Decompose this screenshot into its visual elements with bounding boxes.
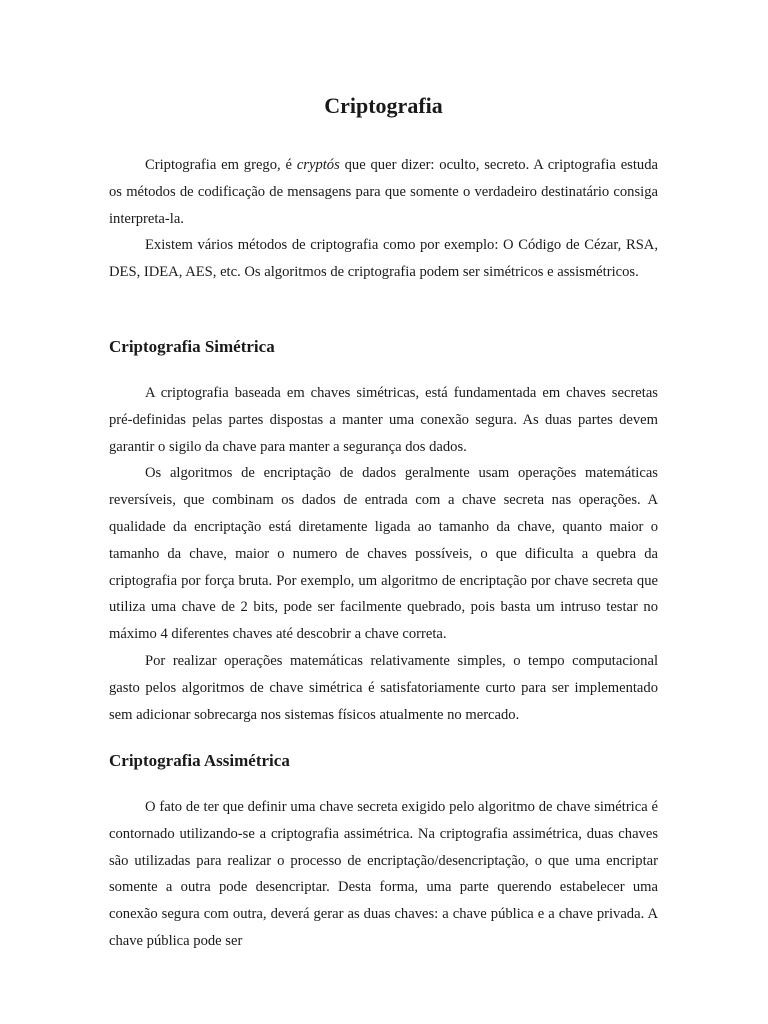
document-title: Criptografia [324, 93, 443, 118]
symmetric-section [109, 380, 658, 728]
intro-paragraph-2: Existem vários métodos de criptografia como por exemplo: O Código de Cézar, RSA, DES, IDEA, AES, etc. Os algoritmos de criptografia podem ser simétricos e assismétricos. [109, 237, 658, 281]
asymmetric-section [109, 794, 658, 955]
intro-p1-end: que quer dizer: oculto, secreto. A criptografia estuda os métodos de codificação de mensagens para que somente o verdadeiro destinatário consiga interpreta-la. [109, 157, 658, 227]
symmetric-paragraph-3: Por realizar operações matemáticas relativamente simples, o tempo computacional gasto pelos algoritmos de chave simétrica é satisfatoriamente curto para ser implementado sem adicionar sobrecarga nos sistemas físicos atualmente no mercado. [109, 652, 658, 723]
intro-paragraph-1 [109, 152, 658, 232]
asymmetric-paragraph-1: O fato de ter que definir uma chave secreta exigido pelo algoritmo de chave simétrica é contornado utilizando-se a criptografia assimétrica. Na criptografia assimétrica, duas chaves são utilizadas para realizar o processo de encriptação/desencriptação, o que uma encriptar somente a outra pode desencriptar. Desta forma, uma parte querendo estabelecer uma conexão segura com outra, deverá gerar as duas chaves: a chave pública e a chave privada. A chave pública pode ser [109, 799, 658, 949]
symmetric-paragraph-1: A criptografia baseada em chaves simétricas, está fundamentada em chaves secretas pré-definidas pelas partes dispostas a manter uma conexão segura. As duas partes devem garantir o sigilo da chave para manter a segurança dos dados. [109, 385, 658, 455]
symmetric-heading: Criptografia Simétrica [109, 337, 275, 356]
intro-p1-start: Criptografia em grego, é [145, 157, 297, 173]
symmetric-paragraph-2: Os algoritmos de encriptação de dados geralmente usam operações matemáticas reversíveis, que combinam os dados de entrada com a chave secreta nas operações. A qualidade da encriptação está diretamente ligada ao tamanho da chave, quanto maior o tamanho da chave, maior o numero de chaves possíveis, o que dificulta a quebra da criptografia por força bruta. Por exemplo, um algoritmo de encriptação por chave secreta que utiliza uma chave de 2 bits, pode ser facilmente quebrado, pois basta um intruso testar no máximo 4 diferentes chaves até descobrir a chave correta. [109, 465, 658, 643]
intro-section [109, 152, 658, 286]
intro-p1-emphasis: cryptós [296, 157, 340, 173]
asymmetric-heading: Criptografia Assimétrica [109, 751, 290, 770]
